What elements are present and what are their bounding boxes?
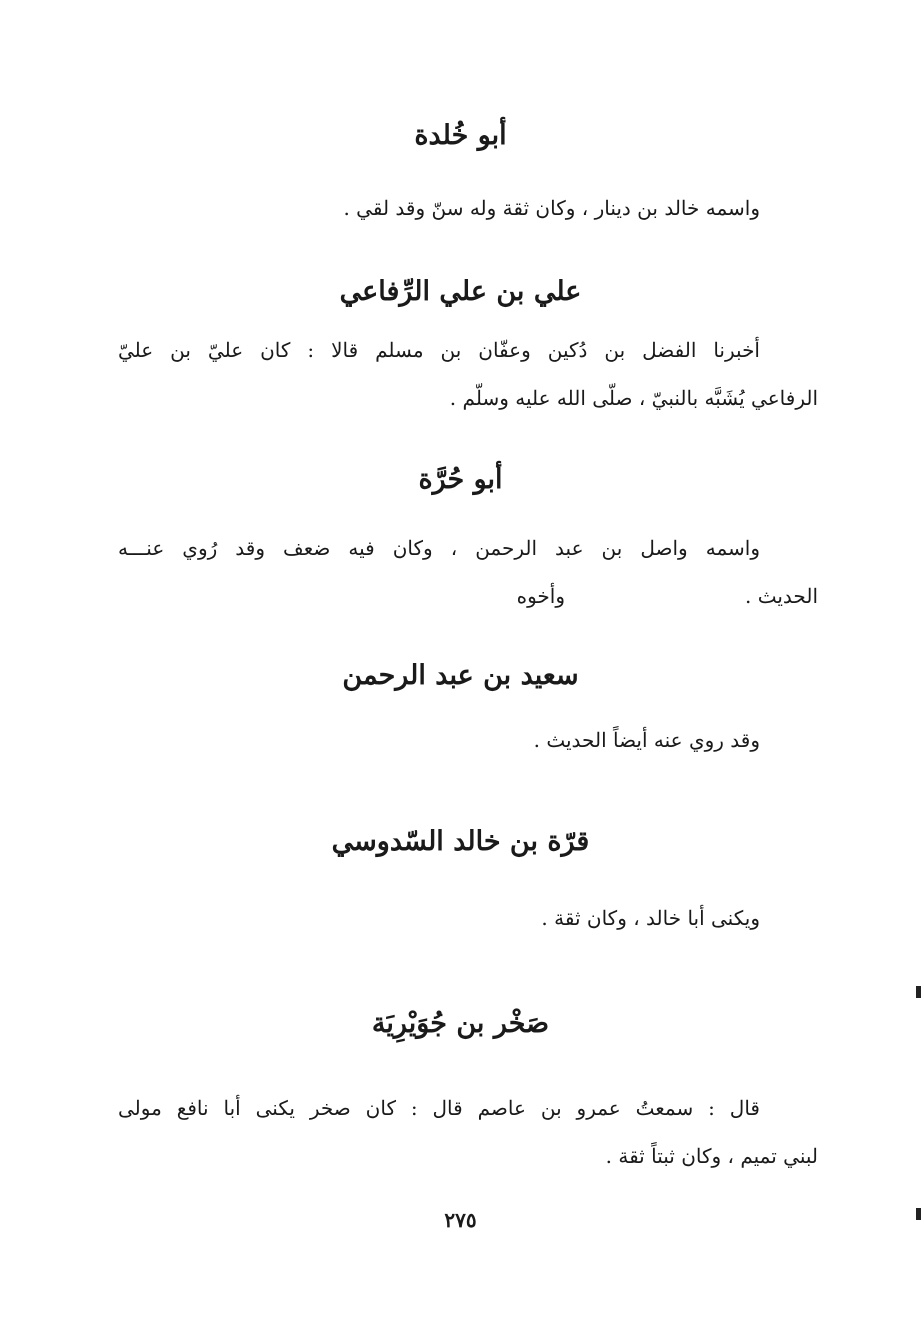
entry-heading: صَخْر بن جُوَيْرِيَة (371, 1008, 550, 1039)
text-line: أخبرنا الفضل بن دُكين وعفّان بن مسلم قالا : كان عليّ بن عليّ (118, 338, 760, 362)
entry-text (118, 716, 818, 764)
entry-heading: أبو خُلدة (414, 120, 507, 151)
entry-heading: أبو حُرَّة (418, 464, 503, 495)
entry-heading: قرّة بن خالد السّدوسي (331, 826, 590, 857)
text-line: ويكنى أبا خالد ، وكان ثقة . (541, 906, 760, 930)
entry-text (118, 326, 818, 422)
entry-text (118, 894, 818, 942)
text-line: الرفاعي يُشَبَّه بالنبيّ ، صلّى الله عليه وسلّم . (449, 386, 818, 410)
page-number: ٢٧٥ (444, 1208, 477, 1232)
text-fragment: وأخوه (516, 584, 566, 608)
text-fragment: الحديث . (745, 584, 818, 608)
entry-text (118, 184, 818, 232)
text-line: واسمه واصل بن عبد الرحمن ، وكان فيه ضعف وقد رُوي عنـــه (118, 536, 760, 560)
text-line: قال : سمعتُ عمرو بن عاصم قال : كان صخر يكنى أبا نافع مولى (118, 1096, 760, 1120)
scan-edge-mark (916, 1208, 921, 1220)
entry-heading: سعيد بن عبد الرحمن (342, 660, 579, 691)
scan-edge-mark (916, 986, 921, 998)
entry-heading: علي بن علي الرِّفاعي (339, 276, 582, 307)
text-line: لبني تميم ، وكان ثبتاً ثقة . (605, 1144, 818, 1168)
entry-text (118, 1084, 818, 1180)
text-line (118, 572, 818, 620)
entry-text (118, 524, 818, 620)
text-line: واسمه خالد بن دينار ، وكان ثقة وله سنّ وقد لقي . (343, 196, 760, 220)
text-line: وقد روي عنه أيضاً الحديث . (533, 728, 760, 752)
